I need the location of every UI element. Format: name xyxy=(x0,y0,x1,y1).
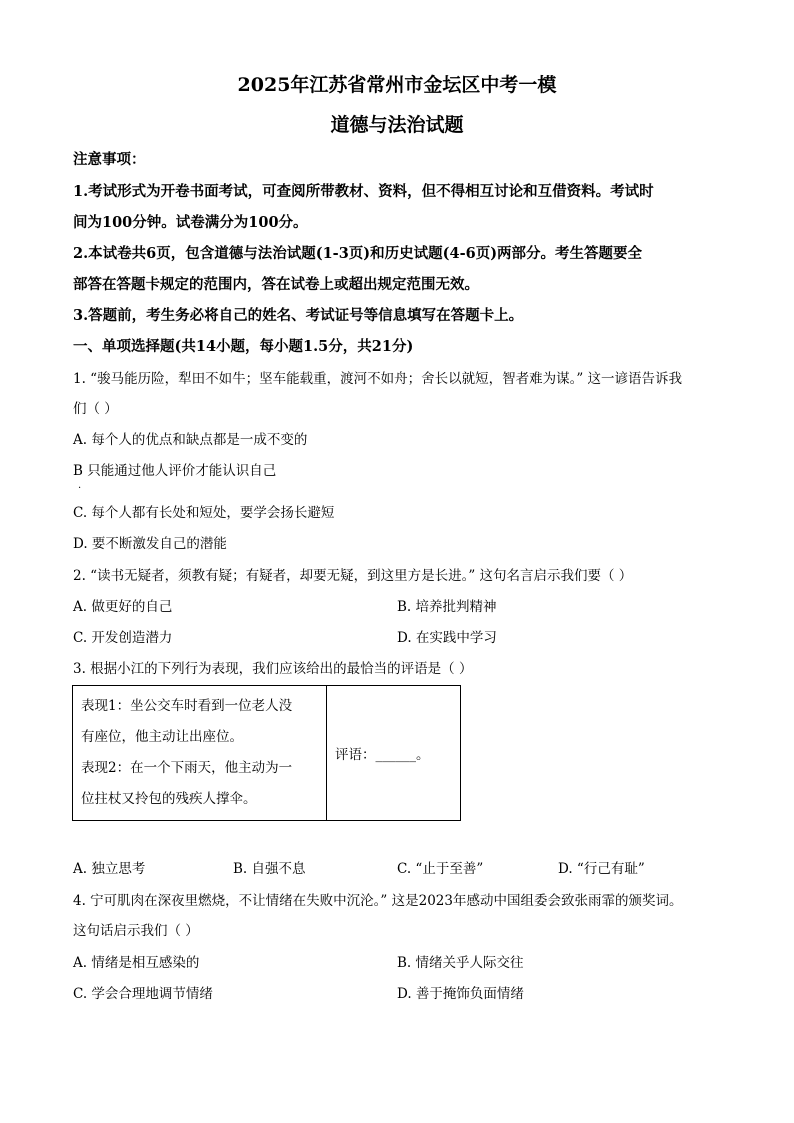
q1-stem-cont: 们（ ） xyxy=(73,401,118,417)
q3-comment: 评语：______。 xyxy=(335,747,430,763)
q3-behavior-cell xyxy=(73,686,327,821)
section-title: 一、单项选择题(共14小题，每小题1.5分，共21分) xyxy=(73,338,414,355)
notice-heading: 注意事项： xyxy=(73,151,146,168)
q4-option-b: B. 情绪关乎人际交往 xyxy=(397,955,524,971)
q3-option-c: C. “止于至善” xyxy=(397,861,484,877)
q2-option-c: C. 开发创造潜力 xyxy=(73,630,173,646)
q1-option-c: C. 每个人都有长处和短处，要学会扬长避短 xyxy=(73,505,335,521)
q3-behavior-line: 表现1：坐公交车时看到一位老人没 xyxy=(81,698,293,714)
q4-option-d: D. 善于掩饰负面情绪 xyxy=(397,986,524,1002)
notice-line: 2.本试卷共6页，包含道德与法治试题(1-3页)和历史试题(4-6页)两部分。考生答题要全 xyxy=(73,245,643,262)
q2-option-a: A. 做更好的自己 xyxy=(73,599,173,615)
notice-line: 3.答题前，考生务必将自己的姓名、考试证号等信息填写在答题卡上。 xyxy=(73,307,524,324)
q1-option-b: B 只能通过他人评价才能认识自己 xyxy=(73,463,277,479)
q3-comment-cell xyxy=(327,686,461,821)
notice-line: 间为100分钟。试卷满分为100分。 xyxy=(73,214,308,231)
q4-option-c: C. 学会合理地调节情绪 xyxy=(73,986,213,1002)
q2-option-d: D. 在实践中学习 xyxy=(397,630,497,646)
q3-behavior-line: 有座位，他主动让出座位。 xyxy=(81,729,243,745)
stray-dot: . xyxy=(78,480,82,491)
q2-stem: 2. “读书无疑者，须教有疑；有疑者，却要无疑，到这里方是长进。” 这句名言启示我们要（ ） xyxy=(73,568,633,584)
exam-title: 2025年江苏省常州市金坛区中考一模 xyxy=(237,74,557,96)
q4-stem-cont: 这句话启示我们（ ） xyxy=(73,923,199,939)
q4-stem: 4. 宁可肌肉在深夜里燃烧，不让情绪在失败中沉沦。” 这是2023年感动中国组委会致张雨霏的颁奖词。 xyxy=(73,893,683,909)
q3-option-b: B. 自强不息 xyxy=(233,861,306,877)
q1-option-d: D. 要不断激发自己的潜能 xyxy=(73,536,227,552)
q3-stem: 3. 根据小江的下列行为表现，我们应该给出的最恰当的评语是（ ） xyxy=(73,661,473,677)
exam-subtitle: 道德与法治试题 xyxy=(330,114,464,136)
q3-option-a: A. 独立思考 xyxy=(73,861,146,877)
q4-option-a: A. 情绪是相互感染的 xyxy=(73,955,200,971)
notice-line: 1.考试形式为开卷书面考试，可查阅所带教材、资料，但不得相互讨论和互借资料。考试时 xyxy=(73,183,654,200)
q1-option-a: A. 每个人的优点和缺点都是一成不变的 xyxy=(73,432,308,448)
q3-behavior-line: 表现2：在一个下雨天，他主动为一 xyxy=(81,760,293,776)
q3-option-d: D. “行己有耻” xyxy=(558,861,645,877)
q3-behavior-table xyxy=(72,685,461,821)
notice-line: 部答在答题卡规定的范围内，答在试卷上或超出规定范围无效。 xyxy=(73,276,479,293)
q2-option-b: B. 培养批判精神 xyxy=(397,599,497,615)
q1-stem: 1. “骏马能历险，犁田不如牛；坚车能载重，渡河不如舟；舍长以就短，智者难为谋。” 这一谚语告诉我 xyxy=(73,371,683,387)
q3-behavior-line: 位拄杖又拎包的残疾人撑伞。 xyxy=(81,791,257,807)
